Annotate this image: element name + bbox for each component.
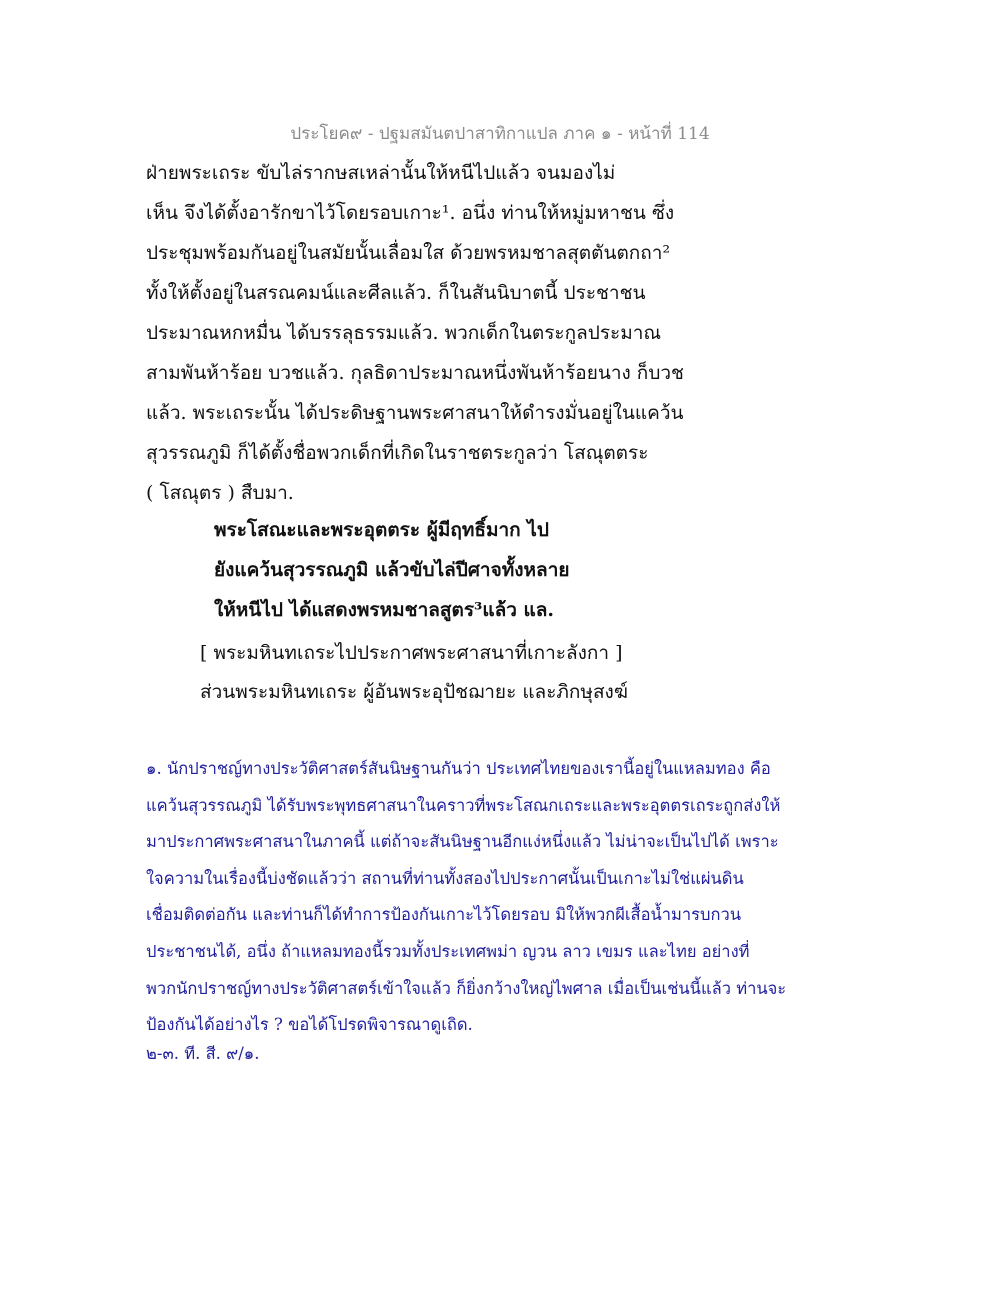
section-first-line: ส่วนพระมหินทเถระ ผู้อันพระอุปัชฌายะ และภิกษุสงฆ์ [200,681,628,703]
verse-line: พระโสณะและพระอุตตระ ผู้มีฤทธิ์มาก ไป [214,519,549,541]
body-line: แล้ว. พระเถระนั้น ได้ประดิษฐานพระศาสนาให้ดำรงมั่นอยู่ในแคว้น [146,402,684,424]
verse-line: ให้หนีไป ได้แสดงพรหมชาลสูตร³แล้ว แล. [214,599,555,621]
footnote-line: ป้องกันได้อย่างไร ? ขอได้โปรดพิจารณาดูเถิด. [146,1015,473,1035]
body-line: ประชุมพร้อมกันอยู่ในสมัยนั้นเลื่อมใส ด้วยพรหมชาลสุตตันตกถา² [146,242,671,264]
verse-block [214,517,714,637]
body-line: สามพันห้าร้อย บวชแล้ว. กุลธิดาประมาณหนึ่งพันห้าร้อยนาง ก็บวช [146,362,684,384]
body-line: ( โสณุตร ) สืบมา. [146,482,294,504]
footnote-line: แคว้นสุวรรณภูมิ ได้รับพระพุทธศาสนาในคราวที่พระโสณกเถระและพระอุตตรเถระถูกส่งให้ [146,795,781,815]
body-line: ฝ่ายพระเถระ ขับไล่รากษสเหล่านั้นให้หนีไปแล้ว จนมองไม่ [146,162,616,184]
footnote-line: มาประกาศพระศาสนาในภาคนี้ แต่ถ้าจะสันนิษฐานอีกแง่หนึ่งแล้ว ไม่น่าจะเป็นไปได้ เพราะ [146,832,779,852]
body-line: เห็น จึงได้ตั้งอารักขาไว้โดยรอบเกาะ¹. อนึ่ง ท่านให้หมู่มหาชน ซึ่ง [146,202,675,224]
footnote-line: พวกนักปราชญ์ทางประวัติศาสตร์เข้าใจแล้ว ก็ยิ่งกว้างใหญ่ไพศาล เมื่อเป็นเช่นนี้แล้ว ท่านจะ [146,978,787,998]
footnote-line: ใจความในเรื่องนี้บ่งชัดแล้วว่า สถานที่ท่านทั้งสองไปประกาศนั้นเป็นเกาะไม่ใช่แผ่นดิน [146,868,744,888]
verse-line: ยังแคว้นสุวรรณภูมิ แล้วขับไล่ปีศาจทั้งหลาย [214,559,570,581]
body-line: ทั้งให้ตั้งอยู่ในสรณคมน์และศีลแล้ว. ก็ในสันนิบาตนี้ ประชาชน [146,282,646,304]
footnote-line: เชื่อมติดต่อกัน และท่านก็ได้ทำการป้องกันเกาะไว้โดยรอบ มิให้พวกผีเสื้อน้ำมารบกวน [146,905,742,925]
body-paragraph [146,160,746,520]
footnote-line: ๑. นักปราชญ์ทางประวัติศาสตร์สันนิษฐานกันว่า ประเทศไทยของเรานี้อยู่ในแหลมทอง คือ [146,759,771,778]
footnotes [146,757,846,1050]
footnote-line: ประชาชนได้, อนึ่ง ถ้าแหลมทองนี้รวมทั้งประเทศพม่า ญวน ลาว เขมร และไทย อย่างที่ [146,941,750,961]
section-heading: [ พระมหินทเถระไปประกาศพระศาสนาที่เกาะลังกา ] [200,642,623,664]
body-line: สุวรรณภูมิ ก็ได้ตั้งชื่อพวกเด็กที่เกิดในราชตระกูลว่า โสณุตตระ [146,442,649,464]
body-line: ประมาณหกหมื่น ได้บรรลุธรรมแล้ว. พวกเด็กในตระกูลประมาณ [146,322,662,344]
footnote-reference: ๒-๓. ที. สี. ๙/๑. [146,1044,260,1063]
running-header: ประโยค๙ - ปฐมสมันตปาสาทิกาแปล ภาค ๑ - หน้าที่ 114 [290,124,710,144]
